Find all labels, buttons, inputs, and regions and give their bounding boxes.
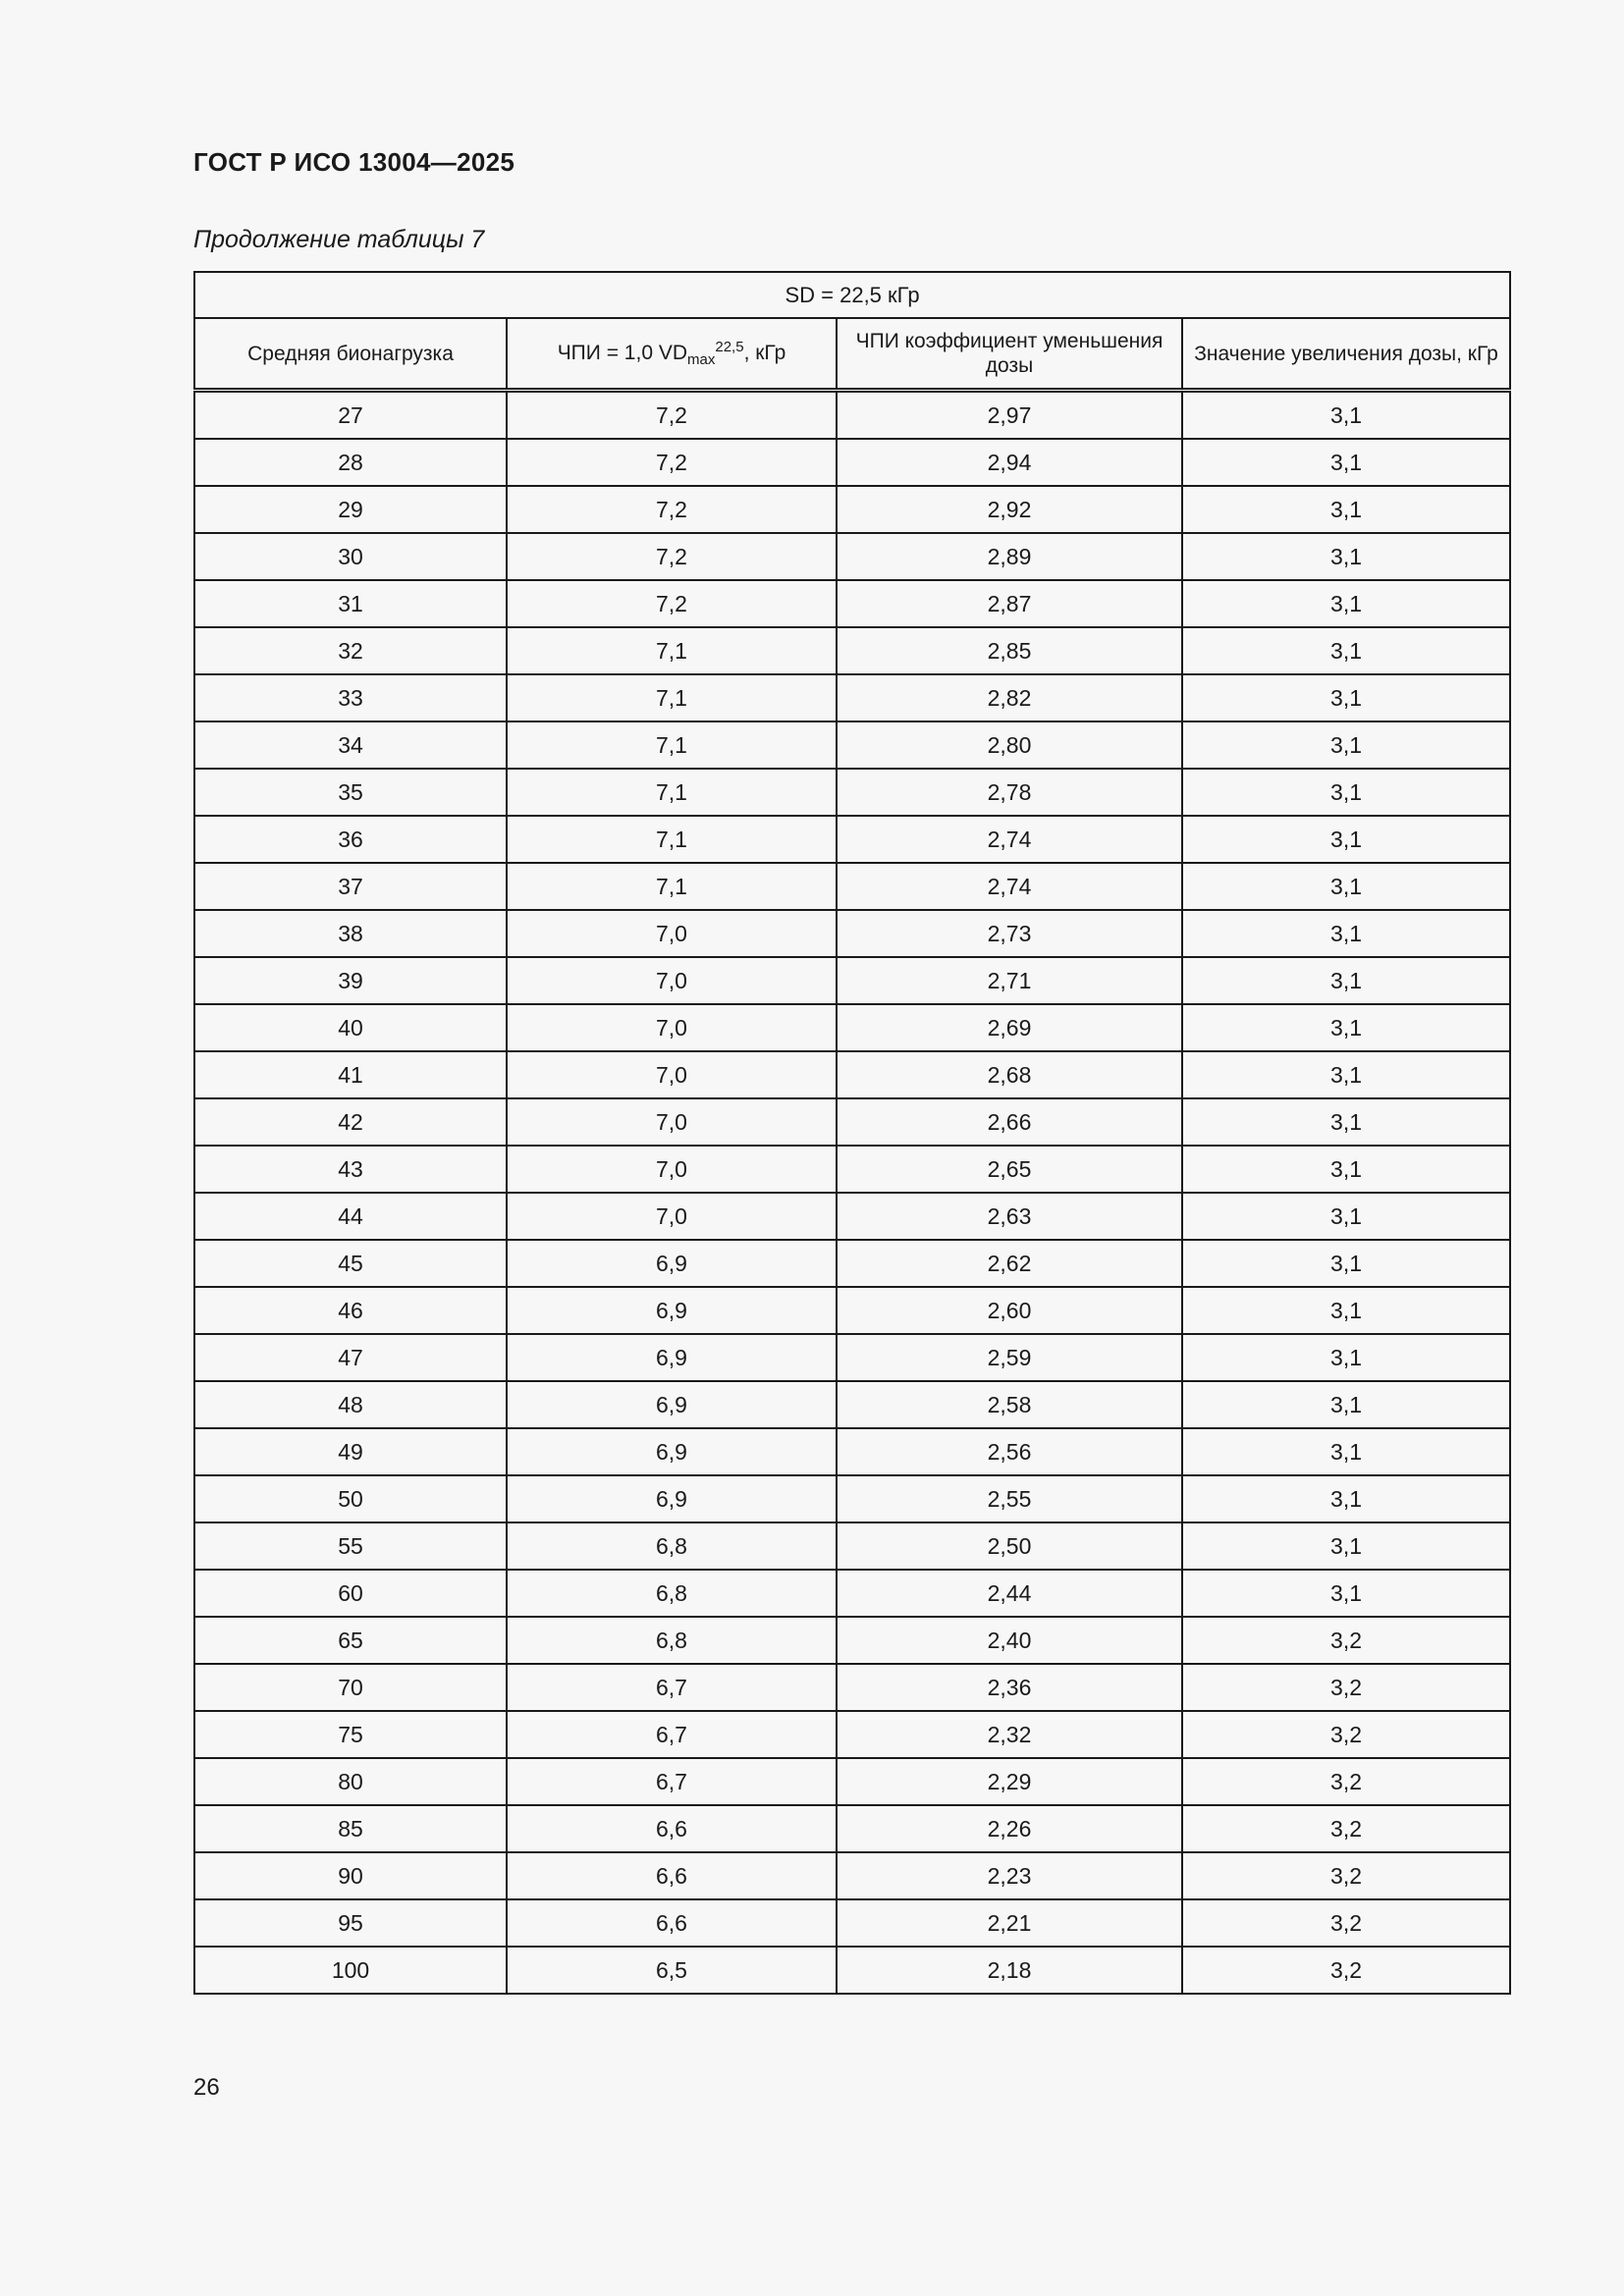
table-body — [194, 391, 1510, 1995]
cell-bioburden: 50 — [194, 1475, 507, 1522]
cell-vdmax: 6,7 — [507, 1758, 837, 1805]
cell-vdmax: 6,6 — [507, 1852, 837, 1899]
table-row — [194, 863, 1510, 910]
cell-bioburden: 38 — [194, 910, 507, 957]
table-row — [194, 486, 1510, 533]
cell-vdmax: 7,0 — [507, 1146, 837, 1193]
cell-vdmax: 7,2 — [507, 391, 837, 440]
table-row — [194, 674, 1510, 721]
cell-dose-increment: 3,1 — [1182, 721, 1510, 769]
cell-bioburden: 33 — [194, 674, 507, 721]
cell-vdmax: 6,9 — [507, 1240, 837, 1287]
cell-bioburden: 30 — [194, 533, 507, 580]
cell-dose-increment: 3,1 — [1182, 769, 1510, 816]
cell-vdmax: 7,1 — [507, 863, 837, 910]
cell-vdmax: 7,1 — [507, 816, 837, 863]
cell-bioburden: 47 — [194, 1334, 507, 1381]
table-row — [194, 1947, 1510, 1994]
cell-bioburden: 85 — [194, 1805, 507, 1852]
cell-vdmax: 7,2 — [507, 580, 837, 627]
cell-bioburden: 60 — [194, 1570, 507, 1617]
cell-dose-increment: 3,1 — [1182, 816, 1510, 863]
table-row — [194, 439, 1510, 486]
cell-vdmax: 7,0 — [507, 1098, 837, 1146]
cell-dose-increment: 3,1 — [1182, 1381, 1510, 1428]
cell-bioburden: 31 — [194, 580, 507, 627]
cell-vdmax: 7,2 — [507, 486, 837, 533]
table-row — [194, 1758, 1510, 1805]
cell-reduction-factor: 2,50 — [837, 1522, 1182, 1570]
cell-dose-increment: 3,1 — [1182, 1051, 1510, 1098]
table-row — [194, 1852, 1510, 1899]
cell-dose-increment: 3,1 — [1182, 1334, 1510, 1381]
cell-reduction-factor: 2,32 — [837, 1711, 1182, 1758]
cell-dose-increment: 3,2 — [1182, 1852, 1510, 1899]
cell-dose-increment: 3,1 — [1182, 1428, 1510, 1475]
table-row — [194, 1664, 1510, 1711]
cell-reduction-factor: 2,59 — [837, 1334, 1182, 1381]
cell-vdmax: 7,0 — [507, 1051, 837, 1098]
cell-dose-increment: 3,1 — [1182, 1287, 1510, 1334]
cell-dose-increment: 3,1 — [1182, 863, 1510, 910]
cell-vdmax: 6,9 — [507, 1287, 837, 1334]
cell-bioburden: 42 — [194, 1098, 507, 1146]
column-header-vdmax — [507, 318, 837, 391]
column-header-reduction-factor: ЧПИ коэффициент уменьшения дозы — [837, 318, 1182, 391]
cell-bioburden: 95 — [194, 1899, 507, 1947]
cell-dose-increment: 3,1 — [1182, 580, 1510, 627]
cell-bioburden: 80 — [194, 1758, 507, 1805]
cell-bioburden: 65 — [194, 1617, 507, 1664]
cell-vdmax: 7,0 — [507, 910, 837, 957]
cell-reduction-factor: 2,65 — [837, 1146, 1182, 1193]
cell-reduction-factor: 2,62 — [837, 1240, 1182, 1287]
cell-reduction-factor: 2,26 — [837, 1805, 1182, 1852]
table-row — [194, 816, 1510, 863]
cell-reduction-factor: 2,73 — [837, 910, 1182, 957]
cell-reduction-factor: 2,23 — [837, 1852, 1182, 1899]
cell-reduction-factor: 2,56 — [837, 1428, 1182, 1475]
cell-reduction-factor: 2,82 — [837, 674, 1182, 721]
span-header-row — [194, 272, 1510, 318]
cell-reduction-factor: 2,89 — [837, 533, 1182, 580]
cell-reduction-factor: 2,44 — [837, 1570, 1182, 1617]
table-row — [194, 1899, 1510, 1947]
cell-reduction-factor: 2,18 — [837, 1947, 1182, 1994]
cell-dose-increment: 3,1 — [1182, 391, 1510, 440]
table-row — [194, 1334, 1510, 1381]
cell-reduction-factor: 2,21 — [837, 1899, 1182, 1947]
cell-bioburden: 28 — [194, 439, 507, 486]
cell-dose-increment: 3,1 — [1182, 1475, 1510, 1522]
table-row — [194, 533, 1510, 580]
table-row — [194, 1570, 1510, 1617]
cell-bioburden: 32 — [194, 627, 507, 674]
column-header-vdmax-prefix: ЧПИ = 1,0 VD — [557, 341, 688, 364]
table-row — [194, 1051, 1510, 1098]
cell-vdmax: 7,1 — [507, 674, 837, 721]
cell-dose-increment: 3,2 — [1182, 1899, 1510, 1947]
cell-bioburden: 34 — [194, 721, 507, 769]
cell-dose-increment: 3,2 — [1182, 1805, 1510, 1852]
table-row — [194, 1805, 1510, 1852]
cell-vdmax: 6,5 — [507, 1947, 837, 1994]
column-header-dose-increment: Значение увеличения дозы, кГр — [1182, 318, 1510, 391]
table-row — [194, 1287, 1510, 1334]
cell-vdmax: 6,6 — [507, 1805, 837, 1852]
table-row — [194, 1240, 1510, 1287]
cell-vdmax: 6,8 — [507, 1522, 837, 1570]
cell-bioburden: 27 — [194, 391, 507, 440]
cell-bioburden: 90 — [194, 1852, 507, 1899]
table-row — [194, 721, 1510, 769]
cell-bioburden: 36 — [194, 816, 507, 863]
cell-dose-increment: 3,2 — [1182, 1711, 1510, 1758]
cell-bioburden: 40 — [194, 1004, 507, 1051]
cell-vdmax: 7,2 — [507, 533, 837, 580]
cell-reduction-factor: 2,68 — [837, 1051, 1182, 1098]
cell-dose-increment: 3,2 — [1182, 1617, 1510, 1664]
document-header: ГОСТ Р ИСО 13004—2025 — [193, 147, 515, 177]
data-table-container — [193, 271, 1509, 1995]
cell-vdmax: 6,6 — [507, 1899, 837, 1947]
cell-reduction-factor: 2,69 — [837, 1004, 1182, 1051]
cell-reduction-factor: 2,94 — [837, 439, 1182, 486]
cell-dose-increment: 3,1 — [1182, 1098, 1510, 1146]
column-header-vdmax-sup: 22,5 — [715, 338, 744, 355]
cell-bioburden: 48 — [194, 1381, 507, 1428]
cell-bioburden: 35 — [194, 769, 507, 816]
cell-reduction-factor: 2,74 — [837, 816, 1182, 863]
table-row — [194, 1428, 1510, 1475]
cell-vdmax: 6,9 — [507, 1428, 837, 1475]
cell-bioburden: 100 — [194, 1947, 507, 1994]
cell-vdmax: 6,7 — [507, 1664, 837, 1711]
cell-vdmax: 7,2 — [507, 439, 837, 486]
table-row — [194, 1381, 1510, 1428]
cell-vdmax: 7,1 — [507, 769, 837, 816]
cell-bioburden: 45 — [194, 1240, 507, 1287]
cell-dose-increment: 3,1 — [1182, 957, 1510, 1004]
cell-dose-increment: 3,1 — [1182, 1146, 1510, 1193]
cell-bioburden: 55 — [194, 1522, 507, 1570]
table-row — [194, 627, 1510, 674]
cell-reduction-factor: 2,36 — [837, 1664, 1182, 1711]
table-row — [194, 1522, 1510, 1570]
cell-vdmax: 6,7 — [507, 1711, 837, 1758]
cell-vdmax: 7,1 — [507, 627, 837, 674]
column-header-bioburden: Средняя бионагрузка — [194, 318, 507, 391]
cell-reduction-factor: 2,92 — [837, 486, 1182, 533]
cell-dose-increment: 3,1 — [1182, 1193, 1510, 1240]
table-row — [194, 1004, 1510, 1051]
cell-reduction-factor: 2,80 — [837, 721, 1182, 769]
cell-reduction-factor: 2,40 — [837, 1617, 1182, 1664]
page-number: 26 — [193, 2074, 220, 2101]
cell-dose-increment: 3,1 — [1182, 439, 1510, 486]
cell-vdmax: 6,8 — [507, 1617, 837, 1664]
cell-reduction-factor: 2,78 — [837, 769, 1182, 816]
cell-bioburden: 44 — [194, 1193, 507, 1240]
cell-reduction-factor: 2,85 — [837, 627, 1182, 674]
cell-dose-increment: 3,1 — [1182, 533, 1510, 580]
cell-bioburden: 43 — [194, 1146, 507, 1193]
table-row — [194, 580, 1510, 627]
table-row — [194, 957, 1510, 1004]
cell-dose-increment: 3,2 — [1182, 1664, 1510, 1711]
table-row — [194, 1617, 1510, 1664]
cell-bioburden: 49 — [194, 1428, 507, 1475]
cell-reduction-factor: 2,55 — [837, 1475, 1182, 1522]
table-row — [194, 910, 1510, 957]
cell-dose-increment: 3,1 — [1182, 1570, 1510, 1617]
table-row — [194, 769, 1510, 816]
cell-dose-increment: 3,1 — [1182, 1240, 1510, 1287]
column-header-vdmax-sub: max — [687, 351, 716, 369]
cell-bioburden: 37 — [194, 863, 507, 910]
column-header-vdmax-suffix: , кГр — [743, 341, 786, 364]
table-row — [194, 1193, 1510, 1240]
cell-bioburden: 41 — [194, 1051, 507, 1098]
cell-vdmax: 6,8 — [507, 1570, 837, 1617]
table-row — [194, 1711, 1510, 1758]
cell-reduction-factor: 2,87 — [837, 580, 1182, 627]
table-row — [194, 1098, 1510, 1146]
data-table — [193, 271, 1511, 1995]
cell-dose-increment: 3,1 — [1182, 910, 1510, 957]
cell-vdmax: 7,0 — [507, 1004, 837, 1051]
cell-reduction-factor: 2,63 — [837, 1193, 1182, 1240]
cell-dose-increment: 3,1 — [1182, 674, 1510, 721]
cell-dose-increment: 3,1 — [1182, 486, 1510, 533]
cell-vdmax: 6,9 — [507, 1334, 837, 1381]
cell-reduction-factor: 2,97 — [837, 391, 1182, 440]
cell-vdmax: 7,0 — [507, 1193, 837, 1240]
table-caption: Продолжение таблицы 7 — [193, 226, 485, 253]
span-header: SD = 22,5 кГр — [194, 272, 1510, 318]
table-row — [194, 1146, 1510, 1193]
cell-bioburden: 29 — [194, 486, 507, 533]
cell-bioburden: 75 — [194, 1711, 507, 1758]
cell-bioburden: 46 — [194, 1287, 507, 1334]
table-row — [194, 391, 1510, 440]
cell-reduction-factor: 2,71 — [837, 957, 1182, 1004]
cell-vdmax: 6,9 — [507, 1475, 837, 1522]
cell-reduction-factor: 2,58 — [837, 1381, 1182, 1428]
cell-reduction-factor: 2,29 — [837, 1758, 1182, 1805]
cell-reduction-factor: 2,74 — [837, 863, 1182, 910]
cell-vdmax: 6,9 — [507, 1381, 837, 1428]
column-header-row — [194, 318, 1510, 391]
table-row — [194, 1475, 1510, 1522]
cell-dose-increment: 3,1 — [1182, 627, 1510, 674]
cell-bioburden: 39 — [194, 957, 507, 1004]
cell-vdmax: 7,1 — [507, 721, 837, 769]
cell-vdmax: 7,0 — [507, 957, 837, 1004]
cell-dose-increment: 3,2 — [1182, 1758, 1510, 1805]
cell-reduction-factor: 2,60 — [837, 1287, 1182, 1334]
cell-dose-increment: 3,1 — [1182, 1004, 1510, 1051]
cell-reduction-factor: 2,66 — [837, 1098, 1182, 1146]
cell-dose-increment: 3,2 — [1182, 1947, 1510, 1994]
cell-bioburden: 70 — [194, 1664, 507, 1711]
cell-dose-increment: 3,1 — [1182, 1522, 1510, 1570]
